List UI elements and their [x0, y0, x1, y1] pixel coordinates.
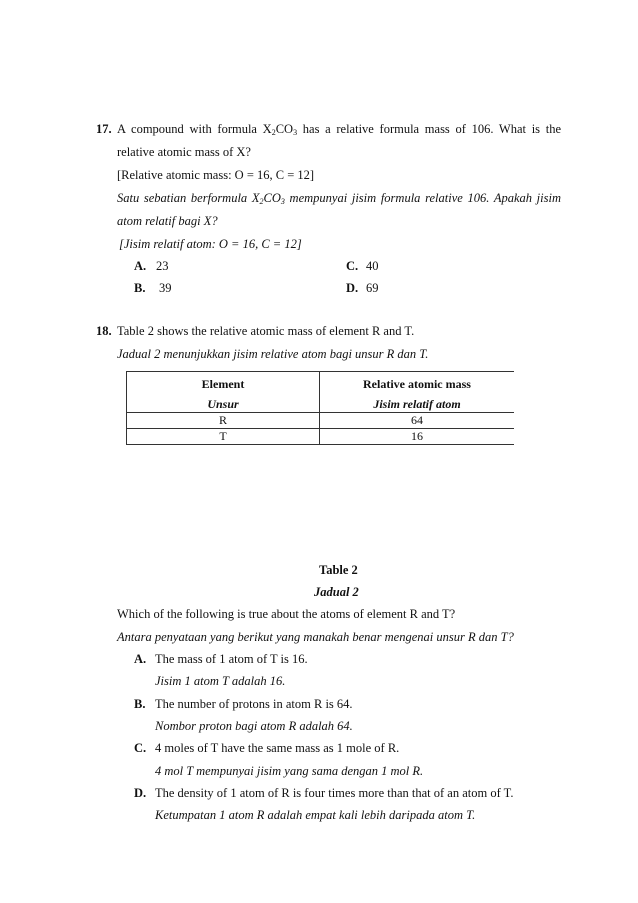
- question-17-text-line1: A compound with formula $X_2CO_3$ has a relative formula mass of 106. What is the: [117, 122, 561, 137]
- table-header-unsur: Unsur: [127, 396, 320, 413]
- question-17-given-data: [Relative atomic mass: O = 16, C = 12]: [117, 168, 315, 182]
- question-17-text-line2: relative atomic mass of X?: [117, 145, 251, 159]
- question-17-number: 17.: [96, 122, 112, 136]
- q18-option-d-text-malay: Ketumpatan 1 atom R adalah empat kali lebih daripada atom T.: [155, 808, 476, 822]
- q18-option-b-text: The number of protons in atom R is 64.: [155, 697, 353, 711]
- table-2: [126, 371, 514, 445]
- q18-option-b-text-malay: Nombor proton bagi atom R adalah 64.: [155, 719, 353, 733]
- q18-option-a-text: The mass of 1 atom of T is 16.: [155, 652, 308, 666]
- q18-option-c-text-malay: 4 mol T mempunyai jisim yang sama dengan 1 mol R.: [155, 764, 424, 778]
- q17-option-c-letter: C.: [346, 259, 359, 273]
- table-caption-malay: Jadual 2: [314, 585, 359, 599]
- table-cell-element: R: [127, 413, 320, 429]
- table-cell-mass: 64: [320, 413, 515, 429]
- table-cell-mass: 16: [320, 429, 515, 445]
- q17-option-b-letter: B.: [134, 281, 146, 295]
- question-18-text-line1: Table 2 shows the relative atomic mass of element R and T.: [117, 324, 415, 338]
- q17-option-d-value: 69: [366, 281, 379, 295]
- table-row: [127, 429, 515, 445]
- q18-option-d-letter: D.: [134, 786, 147, 800]
- q17-option-c-value: 40: [366, 259, 379, 273]
- q17-option-a-letter: A.: [134, 259, 147, 273]
- q17-option-b-value: 39: [159, 281, 172, 295]
- q18-option-c-text: 4 moles of T have the same mass as 1 mole of R.: [155, 741, 400, 755]
- question-18-question-malay: Antara penyataan yang berikut yang manakah benar mengenai unsur R dan T?: [117, 630, 514, 644]
- table-cell-element: T: [127, 429, 320, 445]
- q18-option-a-letter: A.: [134, 652, 147, 666]
- table-header-jisim-relatif-atom: Jisim relatif atom: [373, 397, 461, 411]
- q18-option-d-text: The density of 1 atom of R is four times more than that of an atom of T.: [155, 786, 514, 800]
- table-caption: Table 2: [319, 563, 358, 577]
- question-17-malay-line2: atom relatif bagi X?: [117, 214, 218, 228]
- table-header-relative-atomic-mass: Relative atomic mass: [320, 372, 515, 397]
- q18-option-b-letter: B.: [134, 697, 146, 711]
- question-17-malay-line1: Satu sebatian berformula $X_2CO_3$ mempunyai jisim formula relative 106. Apakah jisim: [117, 191, 561, 206]
- q18-option-a-text-malay: Jisim 1 atom T adalah 16.: [155, 674, 286, 688]
- question-18-question: Which of the following is true about the atoms of element R and T?: [117, 607, 456, 621]
- q17-option-a-value: 23: [156, 259, 169, 273]
- question-17-malay-given: [Jisim relatif atom: O = 16, C = 12]: [119, 237, 302, 251]
- question-18-malay-line1: Jadual 2 menunjukkan jisim relative atom bagi unsur R dan T.: [117, 347, 429, 361]
- table-header-row: [127, 372, 515, 397]
- q18-option-c-letter: C.: [134, 741, 147, 755]
- question-18-number: 18.: [96, 324, 112, 338]
- table-row: [127, 413, 515, 429]
- q17-option-d-letter: D.: [346, 281, 359, 295]
- table-header-element: Element: [127, 372, 320, 397]
- table-header-row-malay: [127, 396, 515, 413]
